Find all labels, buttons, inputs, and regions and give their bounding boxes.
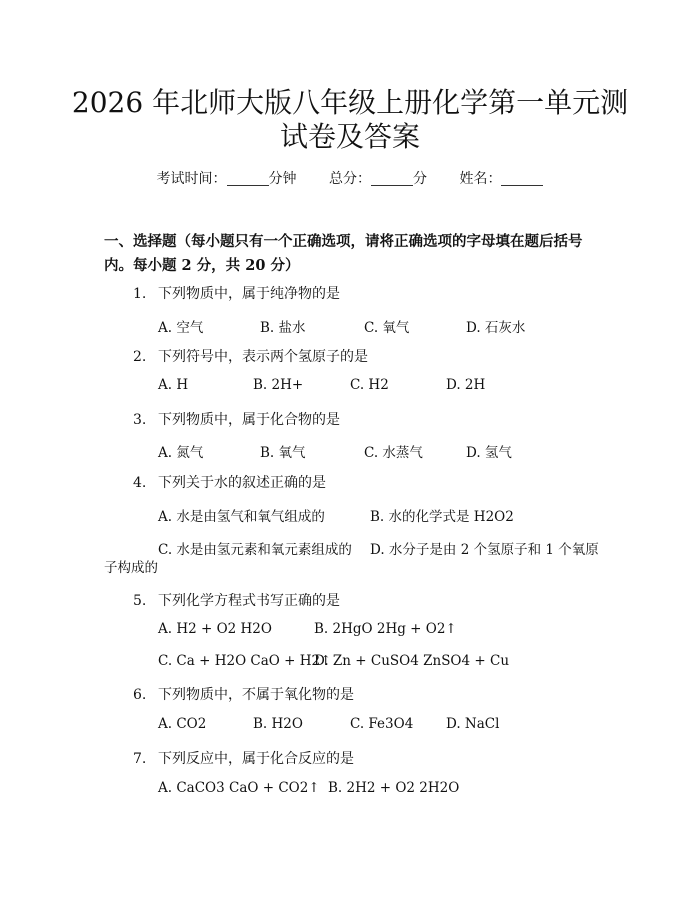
option-a: A. 空气 xyxy=(158,320,204,336)
option-c: C. 氧气 xyxy=(364,320,410,336)
option-a: A. CaCO3 CaO + CO2↑ xyxy=(158,780,320,796)
option-d: D. 2H xyxy=(446,377,486,393)
student-name xyxy=(459,171,543,187)
score-blank xyxy=(371,171,413,186)
question-number: 1. xyxy=(133,286,147,302)
option-b: B. 2H+ xyxy=(253,377,304,393)
question-number: 6. xyxy=(133,687,147,703)
time-unit: 分钟 xyxy=(268,171,297,187)
time-blank xyxy=(227,171,269,186)
question-5 xyxy=(133,590,340,610)
option-a: A. H xyxy=(158,377,189,393)
time-label: 考试时间： xyxy=(156,171,227,187)
exam-meta xyxy=(0,168,700,188)
question-text: 下列化学方程式书写正确的是 xyxy=(158,593,340,609)
exam-score xyxy=(329,171,431,187)
option-b: B. 氧气 xyxy=(260,445,306,461)
question-text: 下列反应中，属于化合反应的是 xyxy=(158,751,354,767)
name-label: 姓名： xyxy=(459,171,502,187)
option-b: B. 2H2 + O2 2H2O xyxy=(328,780,460,796)
score-unit: 分 xyxy=(413,171,427,187)
question-number: 4. xyxy=(133,475,147,491)
question-number: 7. xyxy=(133,751,147,767)
question-6 xyxy=(133,684,354,704)
question-number: 5. xyxy=(133,593,147,609)
question-4 xyxy=(133,472,326,492)
option-d: D. 水分子是由 2 个氢原子和 1 个氧原 xyxy=(370,542,599,558)
option-d: D. NaCl xyxy=(446,716,500,732)
exam-time xyxy=(157,171,301,187)
option-c: C. 水是由氢元素和氧元素组成的 xyxy=(158,542,352,558)
option-d: D. 氢气 xyxy=(466,445,512,461)
document-title-line2: 试卷及答案 xyxy=(279,120,420,153)
option-a: A. CO2 xyxy=(158,716,207,732)
option-d: D. 石灰水 xyxy=(466,320,526,336)
option-b: B. 2HgO 2Hg + O2↑ xyxy=(314,621,457,637)
question-text: 下列物质中，属于纯净物的是 xyxy=(158,286,340,302)
option-a: A. 水是由氢气和氧气组成的 xyxy=(158,509,325,525)
option-c: C. Ca + H2O CaO + H2↑ xyxy=(158,653,332,669)
name-blank xyxy=(501,171,543,186)
option-a: A. 氮气 xyxy=(158,445,204,461)
question-7 xyxy=(133,748,354,768)
question-number: 3. xyxy=(133,412,147,428)
option-c: C. Fe3O4 xyxy=(350,716,414,732)
option-d-continuation: 子构成的 xyxy=(104,560,158,576)
section-heading: 一、选择题（每小题只有一个正确选项，请将正确选项的字母填在题后括号内。每小题 2 分，共 20 分） xyxy=(104,233,583,274)
question-text: 下列关于水的叙述正确的是 xyxy=(158,475,326,491)
question-3 xyxy=(133,409,340,429)
option-b: B. H2O xyxy=(253,716,303,732)
score-label: 总分： xyxy=(329,171,371,187)
question-text: 下列物质中，属于化合物的是 xyxy=(158,412,340,428)
question-1 xyxy=(133,283,340,303)
document-title-line1: 2026 年北师大版八年级上册化学第一单元测 xyxy=(71,86,629,119)
question-text: 下列物质中，不属于氧化物的是 xyxy=(158,687,354,703)
question-text: 下列符号中，表示两个氢原子的是 xyxy=(158,349,368,365)
option-a: A. H2 + O2 H2O xyxy=(158,621,272,637)
option-d: D. Zn + CuSO4 ZnSO4 + Cu xyxy=(314,653,510,669)
option-c: C. 水蒸气 xyxy=(364,445,423,461)
option-b: B. 盐水 xyxy=(260,320,306,336)
option-b: B. 水的化学式是 H2O2 xyxy=(370,509,514,525)
option-c: C. H2 xyxy=(350,377,389,393)
question-number: 2. xyxy=(133,349,147,365)
question-2 xyxy=(133,346,368,366)
